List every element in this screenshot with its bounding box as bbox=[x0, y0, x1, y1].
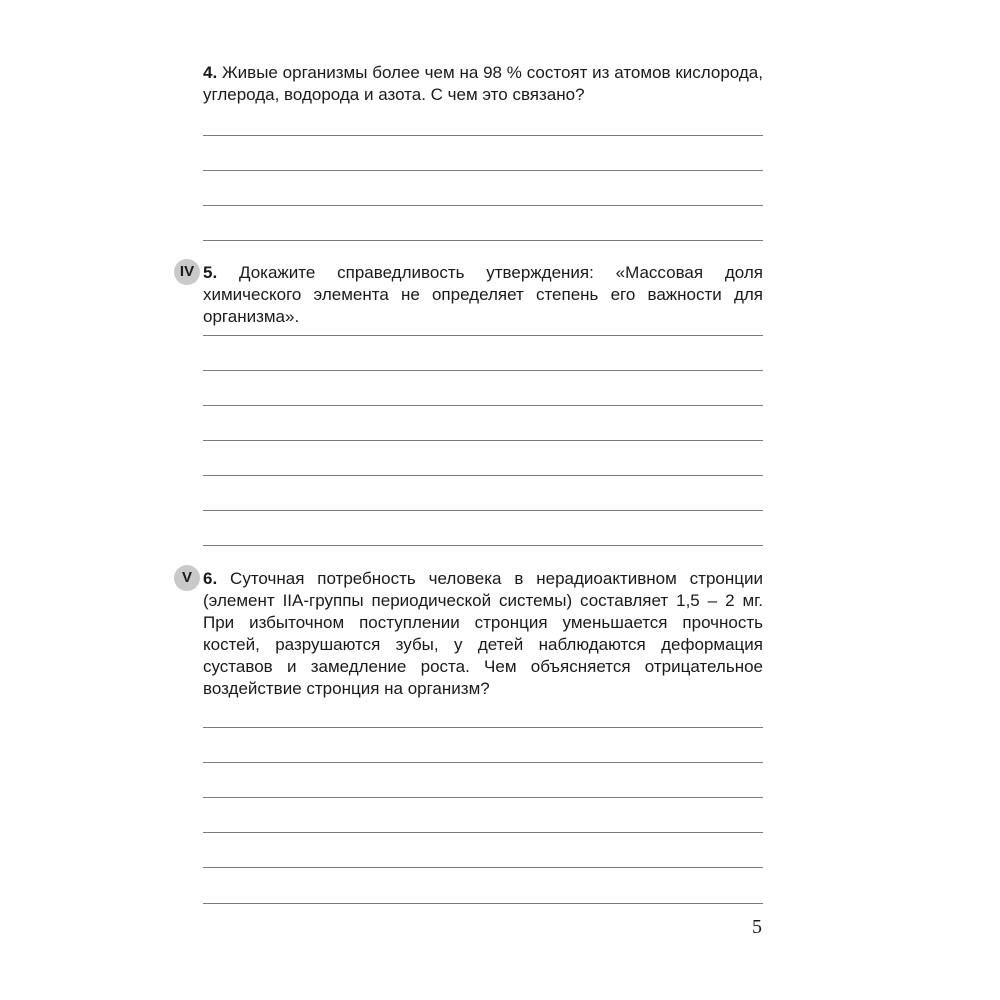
task-4-text bbox=[203, 62, 763, 106]
answer-line[interactable] bbox=[203, 475, 763, 476]
answer-line[interactable] bbox=[203, 170, 763, 171]
answer-line[interactable] bbox=[203, 440, 763, 441]
page-number: 5 bbox=[752, 916, 762, 938]
answer-line[interactable] bbox=[203, 405, 763, 406]
difficulty-level-badge: V bbox=[174, 565, 200, 591]
answer-line[interactable] bbox=[203, 797, 763, 798]
task-5-number: 5. bbox=[203, 263, 218, 282]
answer-line[interactable] bbox=[203, 762, 763, 763]
task-4 bbox=[203, 62, 763, 106]
answer-line[interactable] bbox=[203, 135, 763, 136]
task-5 bbox=[203, 262, 763, 328]
answer-line[interactable] bbox=[203, 727, 763, 728]
task-6-text bbox=[203, 568, 763, 700]
task-5-text bbox=[203, 262, 763, 328]
answer-line[interactable] bbox=[203, 903, 763, 904]
task-6-question: Суточная потребность человека в нерадиоактивном стронции (элемент IIA-группы периодической системы) составляет 1,5 – 2 мг. При избыточном поступлении стронция уменьшается прочность костей, разрушаются зубы, у детей наблюдаются деформация суставов и замедление роста. Чем объясняется отрицательное воздействие стронция на организм? bbox=[203, 569, 763, 698]
task-4-question: Живые организмы более чем на 98 % состоят из атомов кислорода, углерода, водорода и азота. С чем это связано? bbox=[203, 63, 763, 104]
task-5-question: Докажите справедливость утверждения: «Массовая доля химического элемента не определяет степень его важности для организма». bbox=[203, 263, 763, 326]
difficulty-level-badge: IV bbox=[174, 259, 200, 285]
answer-line[interactable] bbox=[203, 205, 763, 206]
task-4-number: 4. bbox=[203, 63, 218, 82]
answer-line[interactable] bbox=[203, 832, 763, 833]
answer-line[interactable] bbox=[203, 510, 763, 511]
task-6 bbox=[203, 568, 763, 700]
answer-line[interactable] bbox=[203, 545, 763, 546]
task-6-number: 6. bbox=[203, 569, 218, 588]
answer-line[interactable] bbox=[203, 335, 763, 336]
answer-line[interactable] bbox=[203, 240, 763, 241]
answer-line[interactable] bbox=[203, 370, 763, 371]
answer-line[interactable] bbox=[203, 867, 763, 868]
